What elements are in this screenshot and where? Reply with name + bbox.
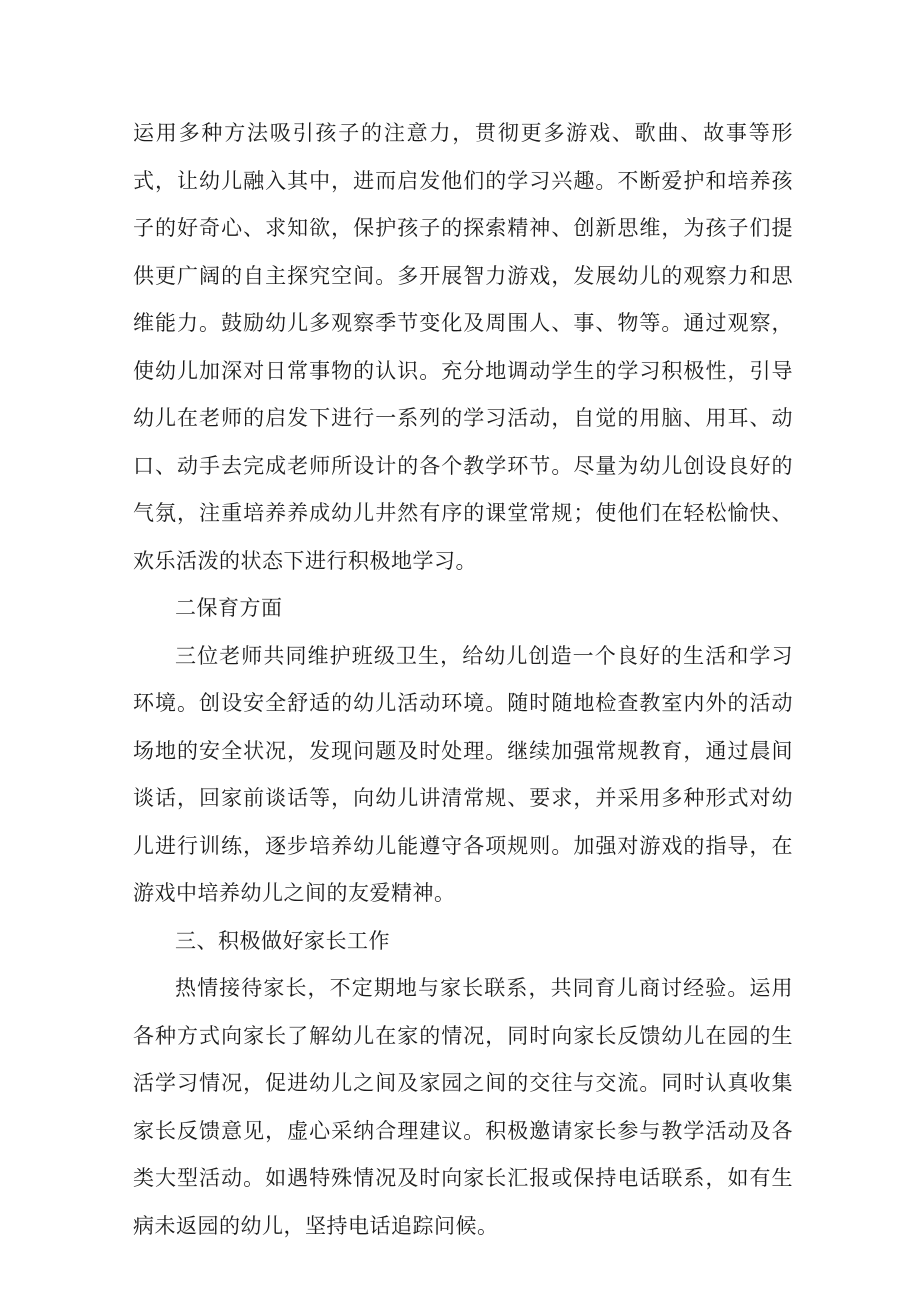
document-body [133,110,793,1250]
section-heading-parents: 三、积极做好家长工作 [175,928,390,953]
body-paragraph-2: 三位老师共同维护班级卫生，给幼儿创造一个良好的生活和学习环境。创设安全舒适的幼儿活动环境。随时随地检查教室内外的活动场地的安全状况，发现问题及时处理。继续加强常规教育，通过晨间谈话，回家前谈话等，向幼儿讲清常规、要求，并采用多种形式对幼儿进行训练，逐步培养幼儿能遵守各项规则。加强对游戏的指导，在游戏中培养幼儿之间的友爱精神。 [133,643,793,905]
body-paragraph-3: 热情接待家长，不定期地与家长联系，共同育儿商讨经验。运用各种方式向家长了解幼儿在家的情况，同时向家长反馈幼儿在园的生活学习情况，促进幼儿之间及家园之间的交往与交流。同时认真收集家长反馈意见，虚心采纳合理建议。积极邀请家长参与教学活动及各类大型活动。如遇特殊情况及时向家长汇报或保持电话联系，如有生病未返园的幼儿，坚持电话追踪问候。 [133,976,793,1238]
section-heading-care: 二保育方面 [175,596,283,620]
body-paragraph-1: 运用多种方法吸引孩子的注意力，贯彻更多游戏、歌曲、故事等形式，让幼儿融入其中，进而启发他们的学习兴趣。不断爱护和培养孩子的好奇心、求知欲，保护孩子的探索精神、创新思维，为孩子们提供更广阔的自主探究空间。多开展智力游戏，发展幼儿的观察力和思维能力。鼓励幼儿多观察季节变化及周围人、事、物等。通过观察，使幼儿加深对日常事物的认识。充分地调动学生的学习积极性，引导幼儿在老师的启发下进行一系列的学习活动，自觉的用脑、用耳、动口、动手去完成老师所设计的各个教学环节。尽量为幼儿创设良好的气氛，注重培养养成幼儿井然有序的课堂常规；使他们在轻松愉快、欢乐活泼的状态下进行积极地学习。 [133,121,793,573]
